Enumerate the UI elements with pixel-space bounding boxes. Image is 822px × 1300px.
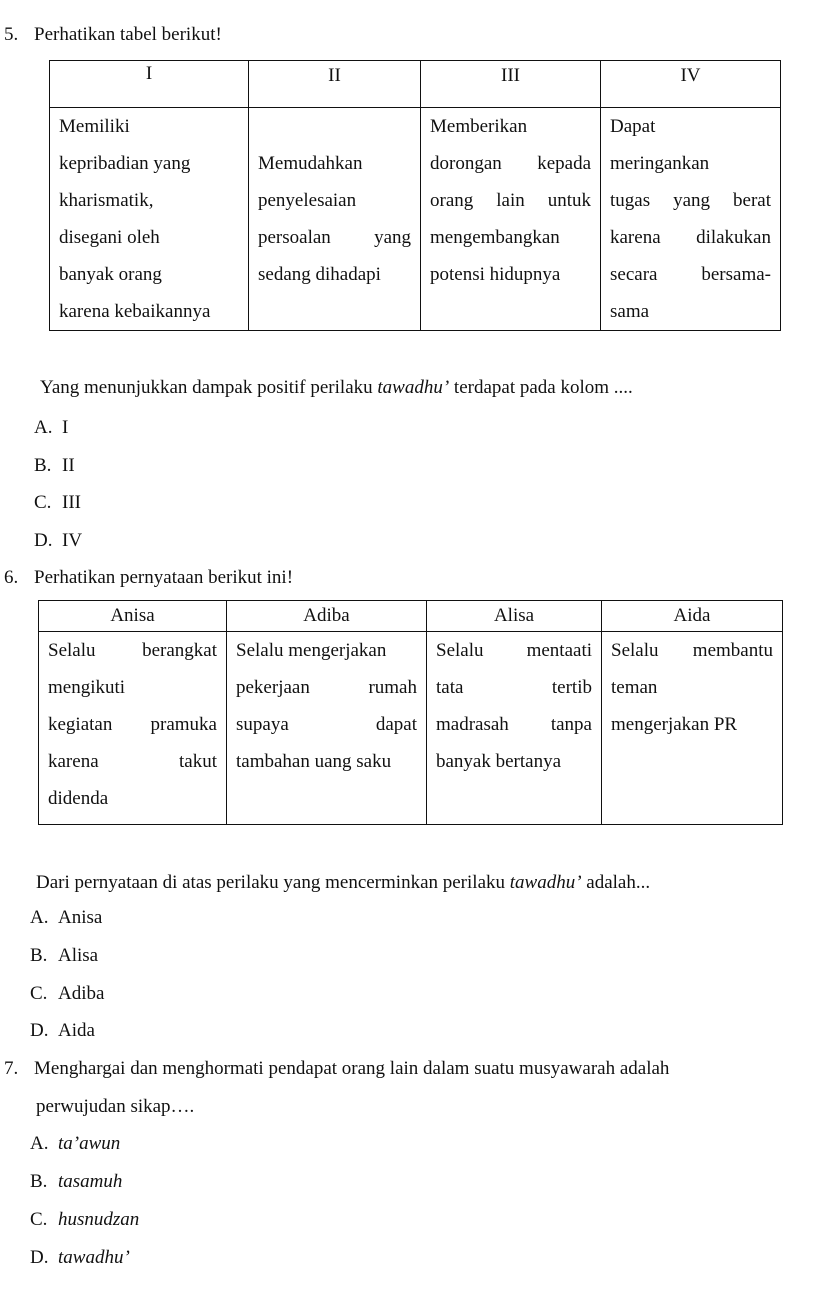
answer-option[interactable]: A. ta’awun	[30, 1133, 121, 1154]
header-cell: II	[249, 61, 421, 108]
answer-option[interactable]: B. II	[34, 455, 75, 476]
question-text: Menghargai dan menghormati pendapat orang lain dalam suatu musyawarah adalah	[34, 1058, 670, 1079]
q5-table	[49, 60, 781, 331]
question-number: 6.	[4, 567, 19, 588]
answer-option[interactable]: D. IV	[34, 530, 83, 551]
table-row	[50, 108, 781, 331]
question-7-title-cont: perwujudan sikap….	[36, 1096, 195, 1117]
header-cell: I	[50, 61, 249, 108]
question-text: Perhatikan pernyataan berikut ini!	[34, 567, 294, 588]
question-number: 5.	[4, 24, 19, 45]
question-6-stem: Dari pernyataan di atas perilaku yang mencerminkan perilaku tawadhu’ adalah...	[36, 872, 651, 893]
table-cell: Memudahkan penyelesaian persoalan yang sedang dihadapi	[249, 108, 421, 331]
header-cell: III	[421, 61, 601, 108]
answer-option[interactable]: B. Alisa	[30, 945, 99, 966]
answer-option[interactable]: C. III	[34, 492, 81, 513]
table-cell: Memiliki kepribadian yang kharismatik, disegani oleh banyak orang karena kebaikannya	[50, 108, 249, 331]
question-number: 7.	[4, 1058, 19, 1079]
question-6-title	[4, 567, 293, 589]
answer-option[interactable]: D. Aida	[30, 1020, 95, 1041]
question-5-stem: Yang menunjukkan dampak positif perilaku tawadhu’ terdapat pada kolom ....	[40, 377, 633, 398]
q6-table	[38, 600, 783, 825]
table-cell: Memberikan dorongan kepada orang lain untuk mengembangkan potensi hidupnya	[421, 108, 601, 331]
table-cell: Selalu berangkat mengikuti kegiatan pramuka karena takut didenda	[39, 632, 227, 825]
table-header-row	[50, 61, 781, 108]
table-cell: Dapat meringankan tugas yang berat karena dilakukan secara bersama- sama	[601, 108, 781, 331]
answer-option[interactable]: A. I	[34, 417, 69, 438]
question-text: Perhatikan tabel berikut!	[34, 24, 222, 45]
answer-option[interactable]: D. tawadhu’	[30, 1247, 130, 1268]
answer-option[interactable]: C. husnudzan	[30, 1209, 140, 1230]
header-cell: Anisa	[39, 601, 227, 632]
header-cell: IV	[601, 61, 781, 108]
header-cell: Alisa	[427, 601, 602, 632]
table-cell: Selalu membantu teman mengerjakan PR	[602, 632, 783, 825]
answer-option[interactable]: B. tasamuh	[30, 1171, 123, 1192]
table-cell: Selalu mengerjakan pekerjaan rumah supaya dapat tambahan uang saku	[227, 632, 427, 825]
table-cell: Selalu mentaati tata tertib madrasah tanpa banyak bertanya	[427, 632, 602, 825]
question-5-title	[4, 24, 222, 46]
table-row	[39, 632, 783, 825]
question-7-title	[4, 1058, 794, 1080]
answer-option[interactable]: A. Anisa	[30, 907, 103, 928]
table-header-row	[39, 601, 783, 632]
answer-option[interactable]: C. Adiba	[30, 983, 105, 1004]
header-cell: Adiba	[227, 601, 427, 632]
header-cell: Aida	[602, 601, 783, 632]
